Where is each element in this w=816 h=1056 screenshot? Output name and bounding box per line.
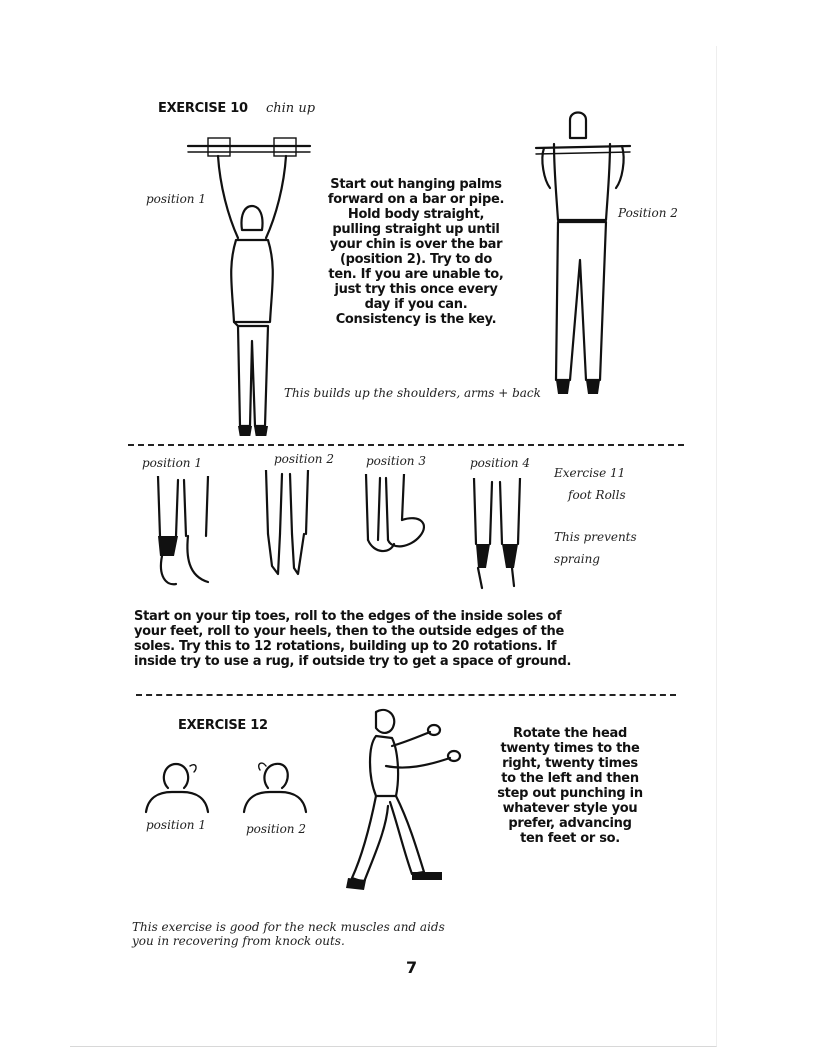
instruction-line: pulling straight up until: [332, 222, 500, 237]
foot-roll-position-4-figure: [466, 478, 532, 590]
instruction-line: your chin is over the bar: [329, 237, 503, 252]
instruction-line: forward on a bar or pipe.: [327, 192, 505, 207]
foot-roll-position-1-label: position 1: [142, 456, 202, 470]
chin-up-position-1-label: position 1: [146, 192, 206, 206]
foot-roll-position-2-figure: [258, 470, 318, 582]
exercise-11-title: [554, 462, 626, 506]
exercise-11-note-line: This prevents: [554, 530, 637, 544]
neck-rotation-position-1-figure: [142, 758, 214, 814]
neck-rotation-position-2-label: position 2: [246, 822, 306, 836]
section-divider: [136, 694, 676, 696]
instruction-line: Start on your tip toes, roll to the edges of the inside soles of: [134, 609, 562, 624]
instruction-line: Start out hanging palms: [330, 177, 502, 192]
instruction-line: day if you can.: [364, 297, 468, 312]
exercise-12-heading: EXERCISE 12: [178, 718, 268, 733]
instruction-line: inside try to use a rug, if outside try to get a space of ground.: [134, 654, 572, 669]
exercise-11-title-line: foot Rolls: [568, 488, 626, 502]
instruction-line: just try this once every: [334, 282, 498, 297]
section-divider: [128, 444, 684, 446]
instruction-line: your feet, roll to your heels, then to the outside edges of the: [134, 624, 564, 639]
neck-rotation-position-1-label: position 1: [146, 818, 206, 832]
exercise-10-note: This builds up the shoulders, arms + back: [284, 386, 541, 400]
instruction-line: ten feet or so.: [520, 831, 620, 846]
exercise-10-subtitle: chin up: [266, 101, 316, 116]
exercise-11-instructions: [134, 609, 654, 669]
instruction-line: Rotate the head: [513, 726, 627, 741]
neck-rotation-position-2-figure: [240, 758, 312, 814]
instruction-line: Consistency is the key.: [335, 312, 497, 327]
exercise-10-heading: EXERCISE 10: [158, 101, 248, 116]
chin-up-position-2-figure: [530, 110, 640, 400]
footnote-line: This exercise is good for the neck muscles and aids: [132, 920, 445, 934]
exercise-11-note: [554, 526, 637, 570]
foot-roll-position-1-figure: [148, 476, 218, 588]
exercise-11-title-line: Exercise 11: [554, 466, 626, 480]
instruction-line: (position 2). Try to do: [339, 252, 493, 267]
punching-figure: [346, 706, 466, 896]
instruction-line: prefer, advancing: [508, 816, 632, 831]
foot-roll-position-4-label: position 4: [470, 456, 530, 470]
foot-roll-position-3-label: position 3: [366, 454, 426, 468]
footnote-line: you in recovering from knock outs.: [132, 934, 345, 948]
page-number: 7: [406, 958, 418, 977]
exercise-12-instructions: [470, 726, 670, 846]
instruction-line: step out punching in: [497, 786, 643, 801]
instruction-line: soles. Try this to 12 rotations, building up to 20 rotations. If: [134, 639, 557, 654]
foot-roll-position-2-label: position 2: [274, 452, 334, 466]
handwritten-footnote: [132, 920, 445, 948]
instruction-line: to the left and then: [501, 771, 639, 786]
instruction-line: twenty times to the: [500, 741, 640, 756]
instruction-line: whatever style you: [502, 801, 638, 816]
exercise-10-instructions: [296, 177, 536, 327]
foot-roll-position-3-figure: [360, 474, 440, 556]
book-page: [70, 46, 717, 1047]
chin-up-position-2-label: Position 2: [618, 206, 678, 220]
instruction-line: Hold body straight,: [347, 207, 485, 222]
exercise-11-note-line: spraing: [554, 552, 600, 566]
instruction-line: right, twenty times: [502, 756, 638, 771]
instruction-line: ten. If you are unable to,: [328, 267, 504, 282]
